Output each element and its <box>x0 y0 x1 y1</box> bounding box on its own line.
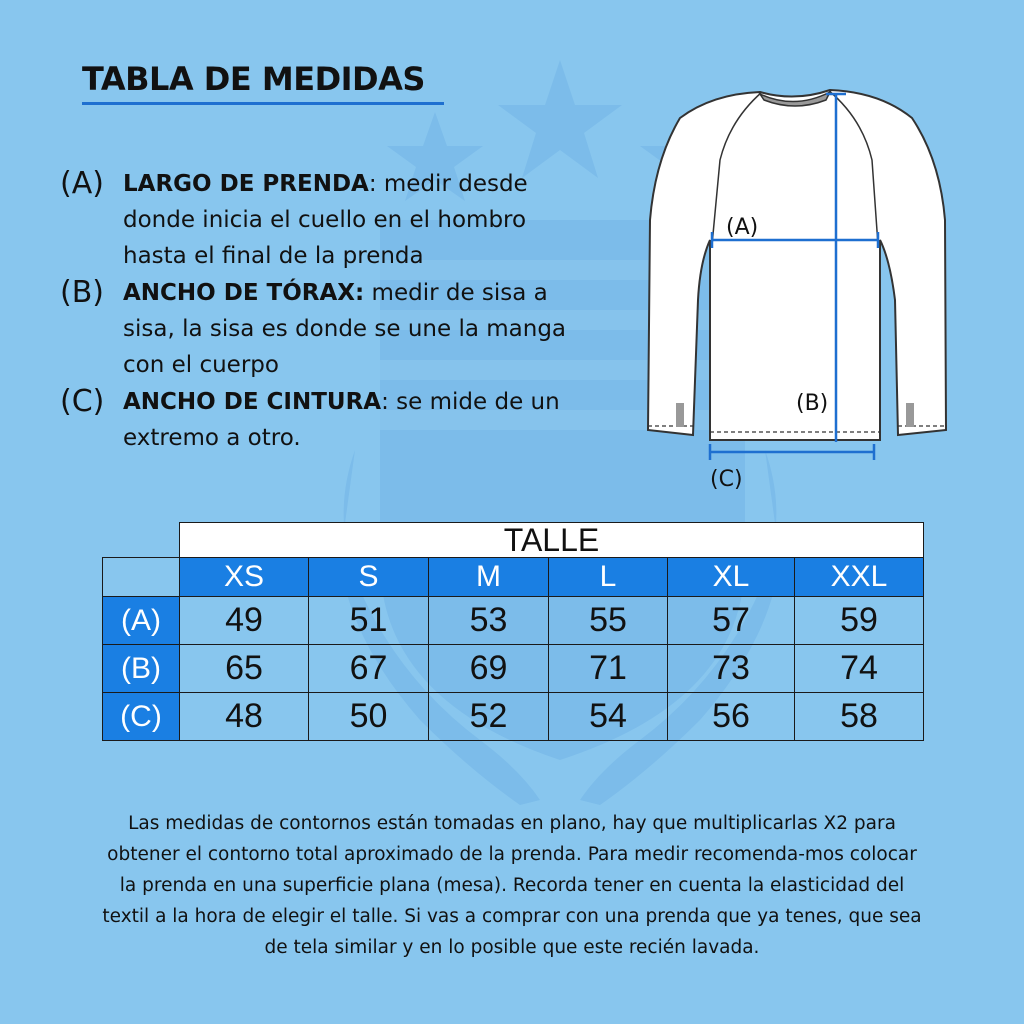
measure-text: : se mide de un extremo a otro. <box>123 389 560 451</box>
size-header: M <box>429 558 549 597</box>
table-cell: 58 <box>795 693 924 741</box>
table-header-talle: TALLE <box>180 523 924 558</box>
row-label: (A) <box>103 597 180 645</box>
row-label: (B) <box>103 645 180 693</box>
diagram-label-a: (A) <box>726 215 759 240</box>
size-header: L <box>549 558 668 597</box>
title-underline <box>82 102 444 105</box>
table-cell: 67 <box>309 645 429 693</box>
table-cell: 52 <box>429 693 549 741</box>
page-title: TABLA DE MEDIDAS <box>82 60 425 98</box>
table-cell: 54 <box>549 693 668 741</box>
size-table <box>102 522 924 741</box>
measure-c-description <box>60 384 590 456</box>
measure-label: ANCHO DE CINTURA <box>123 389 382 415</box>
table-cell: 59 <box>795 597 924 645</box>
footer-note: Las medidas de contornos están tomadas en plano, hay que multiplicarlas X2 para obtener el contorno total aproximado de la prenda. Para medir recomenda-mos colocar la prenda en una superficie plana (mesa). Recorda tener en cuenta la elasticidad del textil a la hora de elegir el talle. Si vas a comprar con una prenda que ya tenes, que sea de tela similar y en lo posible que este recién lavada. <box>102 813 922 958</box>
table-cell: 48 <box>180 693 309 741</box>
size-header: XS <box>180 558 309 597</box>
table-cell: 73 <box>668 645 795 693</box>
star-icon <box>498 60 622 178</box>
table-blank-cell <box>103 523 180 558</box>
table-corner <box>103 558 180 597</box>
diagram-label-c: (C) <box>710 467 743 492</box>
row-label: (C) <box>103 693 180 741</box>
table-cell: 53 <box>429 597 549 645</box>
table-cell: 56 <box>668 693 795 741</box>
measure-label: ANCHO DE TÓRAX: <box>123 280 365 306</box>
diagram-label-b: (B) <box>796 391 829 416</box>
measure-b-description <box>60 275 590 383</box>
table-cell: 50 <box>309 693 429 741</box>
table-cell: 57 <box>668 597 795 645</box>
cuff-tag <box>906 403 914 427</box>
measure-a-description <box>60 166 590 274</box>
size-header: XL <box>668 558 795 597</box>
table-row <box>103 693 924 741</box>
table-cell: 69 <box>429 645 549 693</box>
shirt-diagram <box>640 80 960 500</box>
measure-text: : medir desde donde inicia el cuello en el hombro hasta el final de la prenda <box>123 171 528 269</box>
table-row <box>103 597 924 645</box>
measure-label: LARGO DE PRENDA <box>123 171 369 197</box>
table-row <box>103 645 924 693</box>
cuff-tag <box>676 403 684 427</box>
table-cell: 74 <box>795 645 924 693</box>
measure-letter: (C) <box>60 384 105 419</box>
table-cell: 55 <box>549 597 668 645</box>
table-cell: 49 <box>180 597 309 645</box>
shirt-outline <box>648 90 946 440</box>
size-header: XXL <box>795 558 924 597</box>
table-cell: 51 <box>309 597 429 645</box>
table-cell: 71 <box>549 645 668 693</box>
measure-text: medir de sisa a sisa, la sisa es donde se une la manga con el cuerpo <box>123 280 567 378</box>
measure-letter: (A) <box>60 166 104 201</box>
size-header: S <box>309 558 429 597</box>
table-cell: 65 <box>180 645 309 693</box>
measure-letter: (B) <box>60 275 104 310</box>
